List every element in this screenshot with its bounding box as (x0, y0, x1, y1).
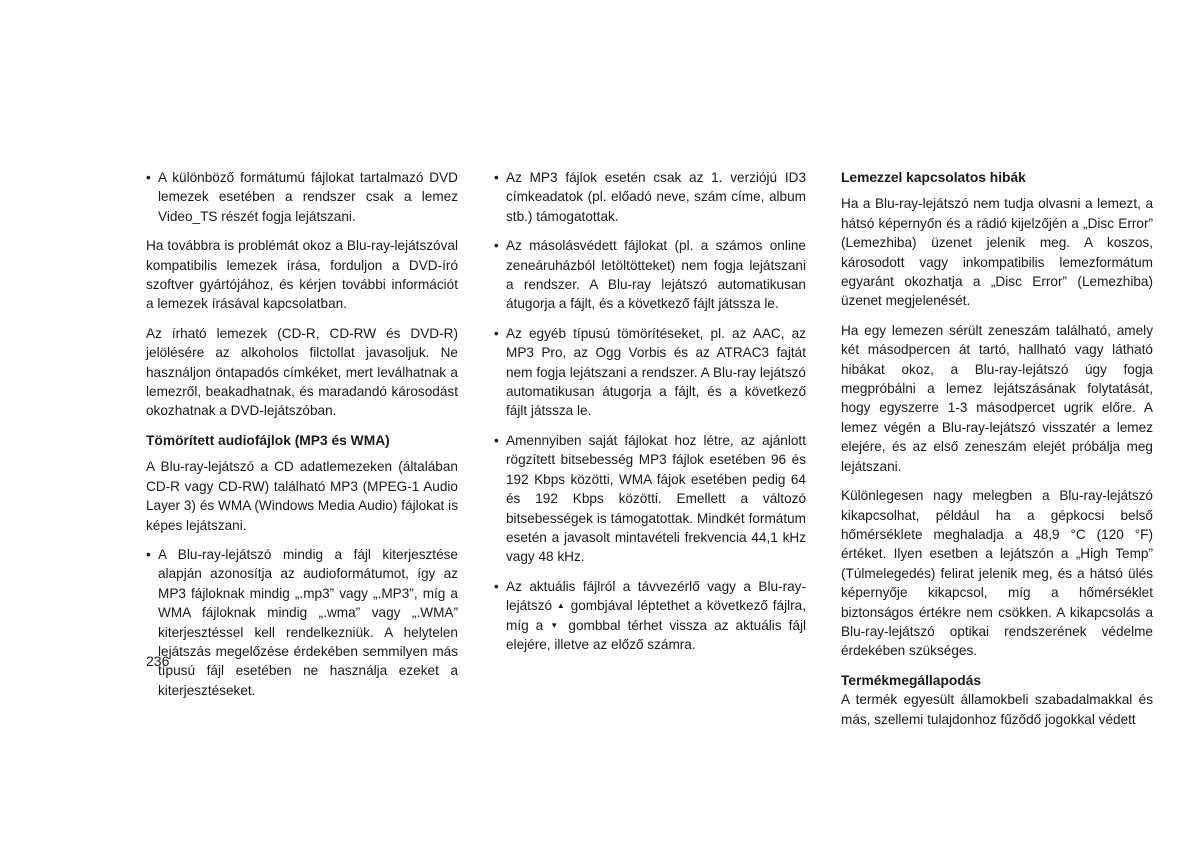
paragraph: Ha a Blu-ray-lejátszó nem tudja olvasni a lemezt, a hátsó képernyőn és a rádió kijelzőjén a „Disc Error” (Lemezhiba) üzenet jelenik meg. A koszos, károsodott vagy inkompatibilis lemezformátum egyaránt okozhatja a „Disc Error” (Lemezhiba) üzenet megjelenését. (841, 196, 1153, 309)
section-heading: Tömörített audiofájlok (MP3 és WMA) (146, 432, 390, 448)
bullet-glyph: • (494, 578, 499, 594)
list-item-text: A Blu-ray-lejátszó mindig a fájl kiterjesztése alapján azonosítja az audioformátumot, így az MP3 fájloknak mindig „.mp3” vagy „.MP3”, míg a WMA fájloknak mindig „.wma” vagy „.WMA” kiterjesztéssel kell rendelkezniük. A helytelen lejátszás megelőzése érdekében semmilyen más típusú fájl esetében ne használja ezeket a kiterjesztéseket. (158, 546, 458, 698)
paragraph: Ha egy lemezen sérült zeneszám található, amely két másodpercen át tartó, hallható vagy látható hibákat okoz, a Blu-ray-lejátszó úgy fogja megpróbálni a lemez lejátszásának folytatását, hogy egyszerre 1-3 másodpercet ugrik előre. A lemez végén a Blu-ray-lejátszó visszatér a lemez elejére, és az első zeneszám elejét próbálja meg lejátszani. (841, 322, 1153, 474)
list-item (494, 236, 806, 314)
list-item (494, 168, 806, 226)
section-heading: Termékmegállapodás (841, 672, 982, 688)
bullet-glyph: • (146, 546, 151, 562)
list-item (494, 324, 806, 421)
paragraph: A Blu-ray-lejátszó a CD adatlemezeken (általában CD-R vagy CD-RW) található MP3 (MPEG-1 Audio Layer 3) és WMA (Windows Media Audio) fájlokat is képes lejátszani. (146, 459, 458, 533)
list-item-text: Az MP3 fájlok esetén csak az 1. verziójú ID3 címkeadatok (pl. előadó neve, szám címe, album stb.) támogatottak. (506, 170, 806, 224)
bullet-glyph: • (494, 170, 499, 185)
list-item-text-start: Az aktuális fájlról a távvezérlő vagy a Blu-ray-lejátszó (506, 578, 806, 614)
list-item-text: Az egyéb típusú tömörítéseket, pl. az AAC, az MP3 Pro, az Ogg Vorbis és az ATRAC3 fajtát nem fogja lejátszani a rendszer. A Blu-ray lejátszó automatikusan átugorja a fájlt, és a következő fájlt játssza le. (506, 325, 806, 419)
list-item-text: Amennyiben saját fájlokat hoz létre, az ajánlott rögzített bitsebesség MP3 fájlok esetében 96 és 192 Kbps közötti, WMA fájok esetében pedig 64 és 192 Kbps közötti. Emellett a változó bitsebességek is támogatottak. Mindkét formátum esetén a javasolt mintavételi frekvencia 44,1 kHz vagy 48 kHz. (506, 432, 806, 565)
bullet-glyph: • (494, 325, 499, 341)
bullet-glyph: • (146, 170, 151, 185)
list-item-text: Az másolásvédett fájlokat (pl. a számos online zeneáruházból letöltötteket) nem fogja lejátszani a rendszer. A Blu-ray lejátszó automatikusan átugorja a fájlt, és a következő fájlt játssza le. (506, 238, 806, 312)
paragraph: Ha továbbra is problémát okoz a Blu-ray-lejátszóval kompatibilis lemezek írása, forduljon a DVD-író szoftver gyártójához, és kérjen további információt a lemezek írásával kapcsolatban. (146, 238, 458, 312)
list-item-text-mid: gombjával léptethet a következő fájlra, míg a (506, 598, 807, 633)
paragraph: A termék egyesült államokbeli szabadalmakkal és más, szellemi tulajdonhoz fűződő jogokkal védett (841, 692, 1153, 727)
up-arrow-icon: ▲ (556, 601, 566, 611)
page-number: 236 (146, 653, 170, 669)
list-item-text-end: gombbal térhet vissza az aktuális fájl elejére, illetve az előző számra. (506, 617, 806, 652)
list-item-text: A különböző formátumú fájlokat tartalmazó DVD lemezek esetében a rendszer csak a lemez Video_TS részét fogja lejátszani. (158, 170, 458, 224)
list-item (146, 545, 458, 700)
bullet-glyph: • (494, 238, 499, 254)
section-heading: Lemezzel kapcsolatos hibák (841, 170, 1026, 185)
list-item (494, 431, 806, 567)
column-left (146, 168, 458, 710)
list-item (494, 577, 806, 655)
column-middle (494, 168, 806, 664)
bullet-glyph: • (494, 432, 499, 448)
paragraph: Különlegesen nagy melegben a Blu-ray-lejátszó kikapcsolhat, például ha a gépkocsi belső hőmérséklete meghaladja a 48,9 °C (120 °F) értéket. Ilyen esetben a lejátszón a „High Temp” (Túlmelegedés) felirat jelenik meg, és a hátsó ülés képernyője kikapcsol, míg a hőmérséklet biztonságos értékre nem csökken. A kikapcsolás a Blu-ray-lejátszó optikai rendszerének védelme érdekében szükséges. (841, 488, 1153, 659)
paragraph: Az írható lemezek (CD-R, CD-RW és DVD-R) jelölésére az alkoholos filctollat javasoljuk. Ne használjon öntapadós címkéket, mert leválhatnak a lemezről, beakadhatnak, és maradandó károsodást okozhatnak a DVD-lejátszóban. (146, 325, 458, 419)
column-right (841, 168, 1153, 729)
list-item (146, 168, 458, 226)
down-arrow-icon: ▼ (550, 620, 562, 630)
